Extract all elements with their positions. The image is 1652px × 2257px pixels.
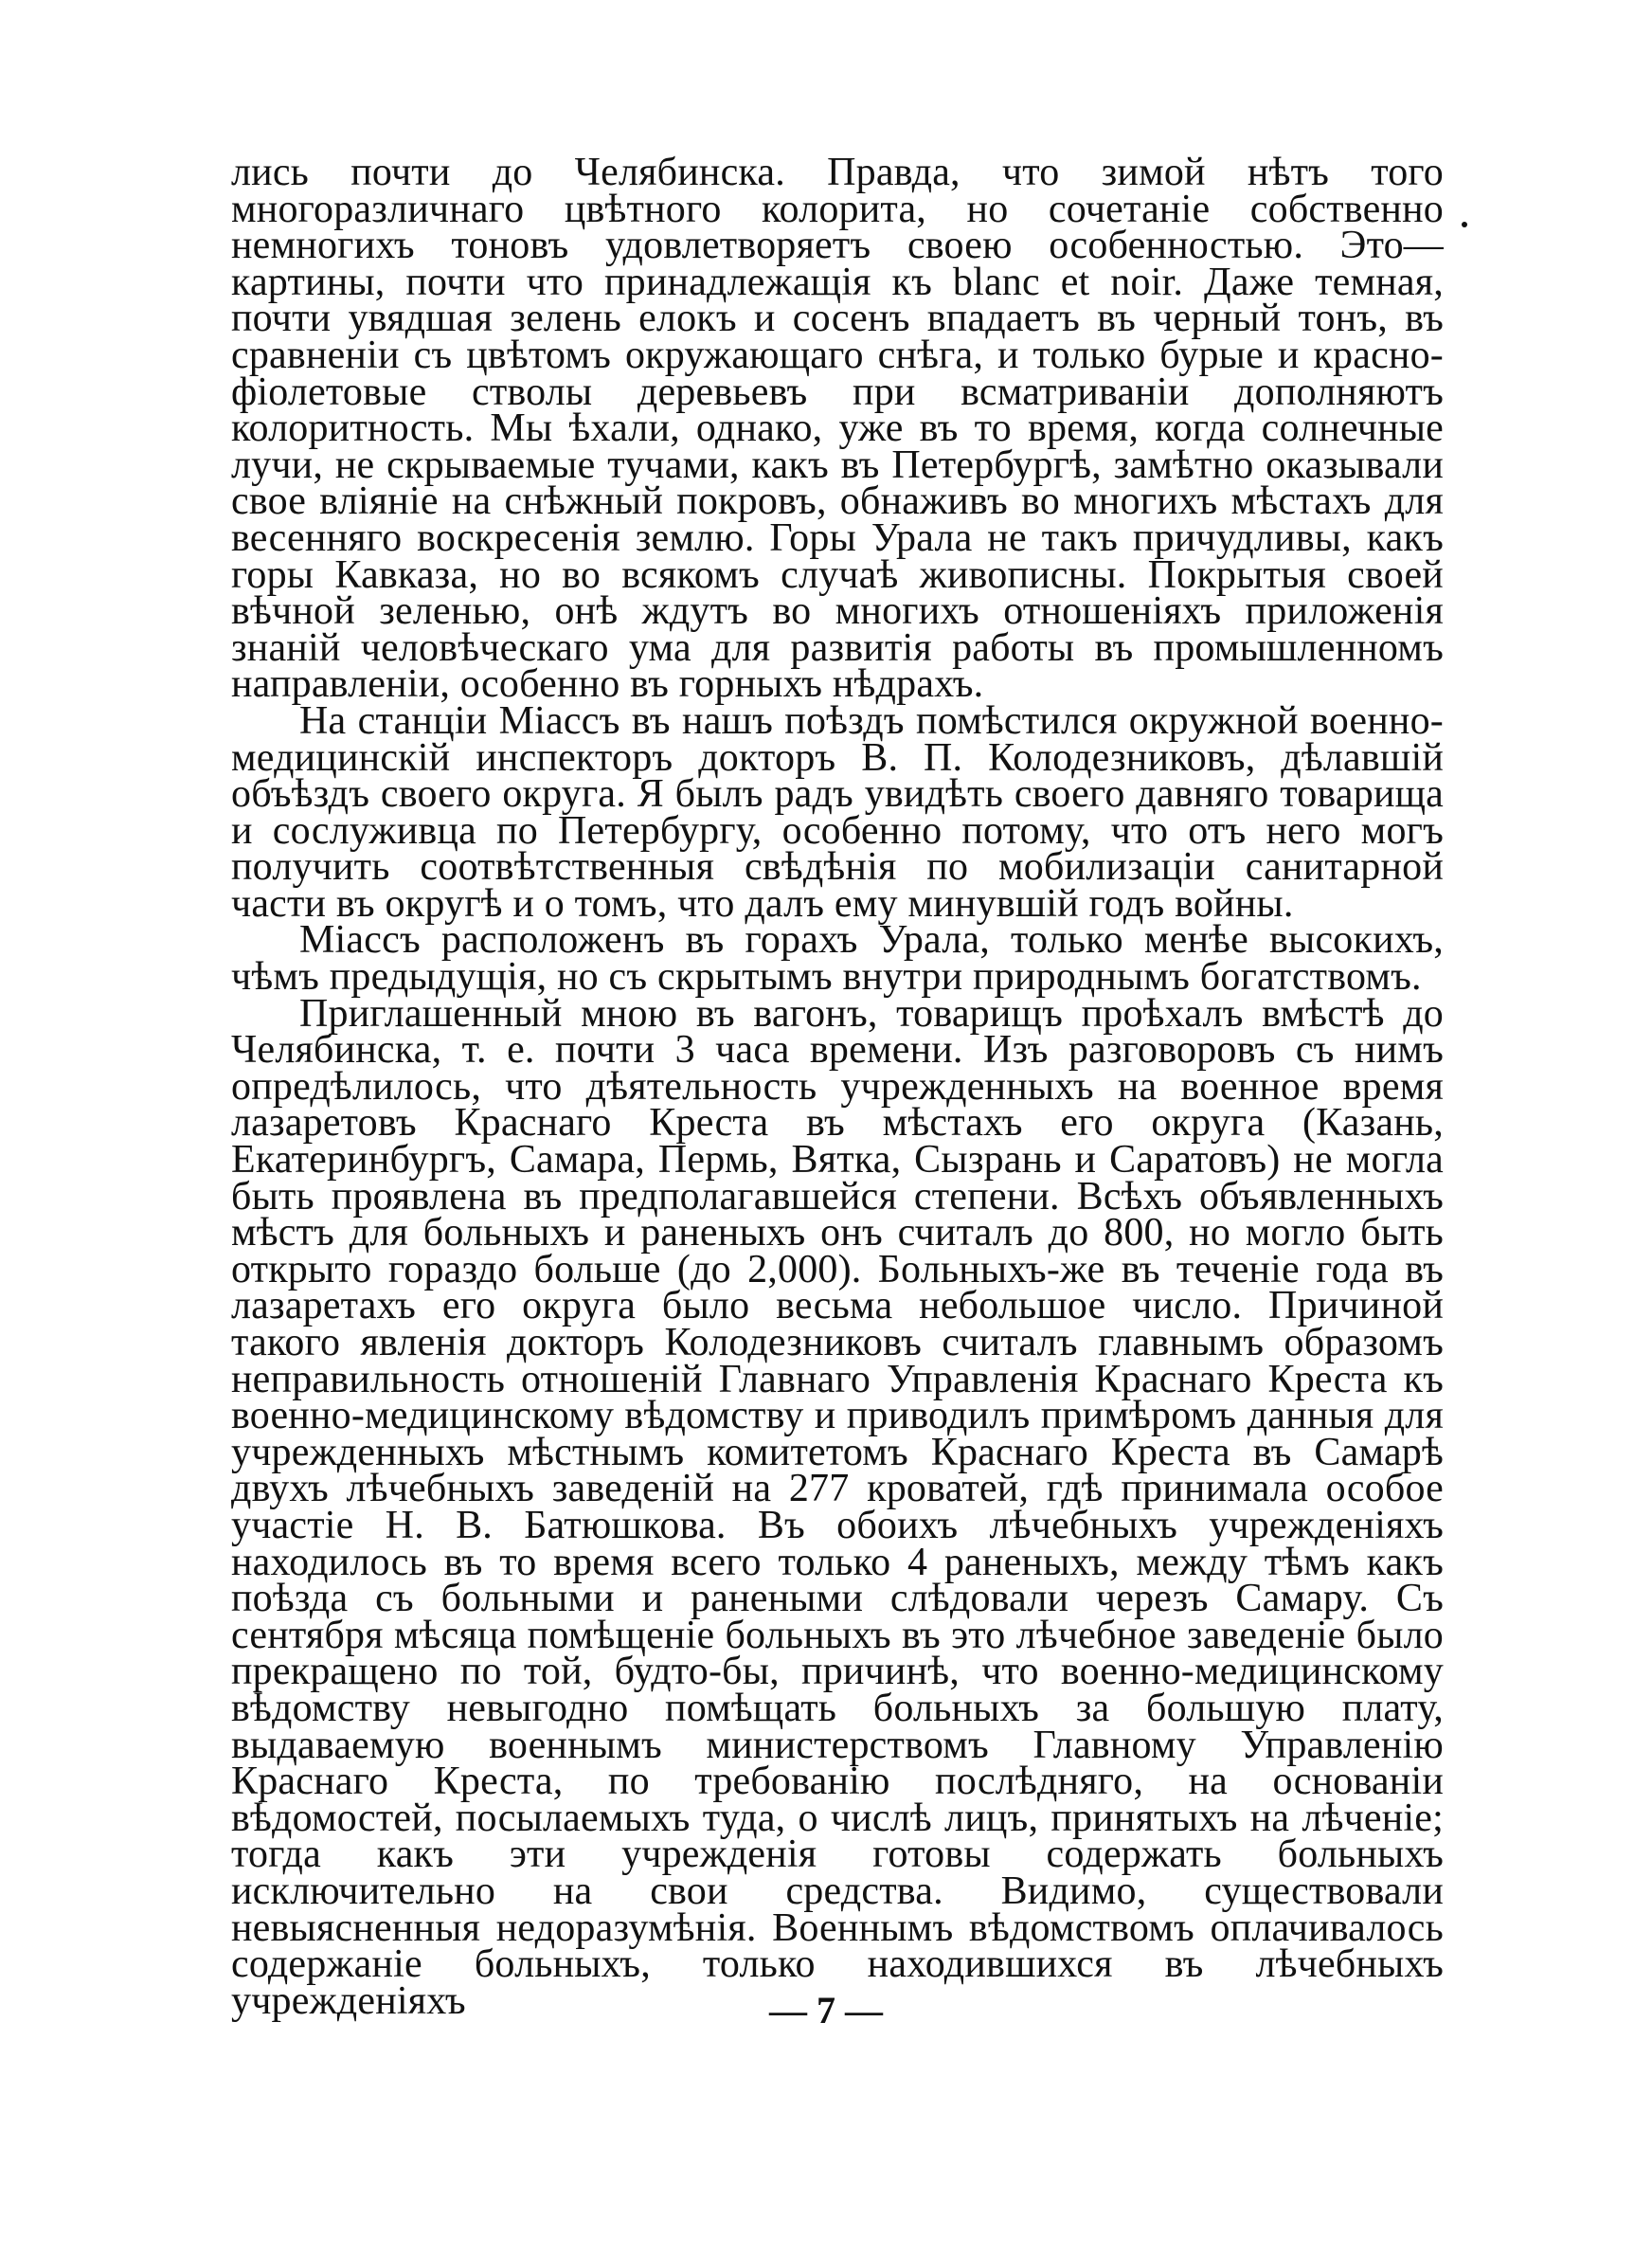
margin-mark — [1462, 222, 1467, 227]
page-number: — 7 — — [769, 1989, 883, 2031]
paragraph-4: Приглашенный мною въ вагонъ, товарищъ проѣхалъ вмѣстѣ до Челябинска, т. е. почти 3 часа времени. Изъ разговоровъ съ нимъ опредѣлилось, что дѣятельность учрежденныхъ на военное время лазаретовъ Краснаго Креста въ мѣстахъ его округа (Казань, Екатеринбургъ, Самара, Пермь, Вятка, Сызрань и Саратовъ) не могла быть проявлена въ предполагавшейся степени. Всѣхъ объявленныхъ мѣстъ для больныхъ и раненыхъ онъ считалъ до 800, но могло быть открыто гораздо больше (до 2,000). Больныхъ-же въ теченіе года въ лазаретахъ его округа было весьма небольшое число. Причиной такого явленія докторъ Колодезниковъ считалъ главнымъ образомъ неправильность отношеній Главнаго Управленія Краснаго Креста къ военно-медицинскому вѣдомству и приводилъ примѣромъ данныя для учрежденныхъ мѣстнымъ комитетомъ Краснаго Креста въ Самарѣ двухъ лѣчебныхъ заведеній на 277 кроватей, гдѣ принимала особое участіе Н. В. Батюшкова. Въ обоихъ лѣчебныхъ учрежденіяхъ находилось въ то время всего только 4 раненыхъ, между тѣмъ какъ поѣзда съ больными и ранеными слѣдовали черезъ Самару. Съ сентября мѣсяца помѣщеніе больныхъ въ это лѣчебное заведеніе было прекращено по той, будто-бы, причинѣ, что военно-медицинскому вѣдомству невыгодно помѣщать больныхъ за большую плату, выдаваемую военнымъ министерствомъ Главному Управленію Краснаго Креста, по требованію послѣдняго, на основаніи вѣдомостей, посылаемыхъ туда, о числѣ лицъ, принятыхъ на лѣченіе; тогда какъ эти учрежденія готовы содержать больныхъ исключительно на свои средства. Видимо, существовали невыясненныя недоразумѣнія. Военнымъ вѣдомствомъ оплачивалось содержаніе больныхъ, только находившихся въ лѣчебныхъ учрежденіяхъ — [231, 991, 1444, 2023]
paragraph-1: лись почти до Челябинска. Правда, что зимой нѣтъ того многоразличнаго цвѣтного колорита, но сочетаніе собственно немногихъ тоновъ удовлетворяетъ своею особенностью. Это—картины, почти что принадлежащія къ blanc et noir. Даже темная, почти увядшая зелень елокъ и сосенъ впадаетъ въ черный тонъ, въ сравненіи съ цвѣтомъ окружающаго снѣга, и только бурые и красно-фіолетовые стволы деревьевъ при всматриваніи дополняютъ колоритность. Мы ѣхали, однако, уже въ то время, когда солнечные лучи, не скрываемые тучами, какъ въ Петербургѣ, замѣтно оказывали свое вліяніе на снѣжный покровъ, обнаживъ во многихъ мѣстахъ для весенняго воскресенія землю. Горы Урала не такъ причудливы, какъ горы Кавказа, но во всякомъ случаѣ живописны. Покрытыя своей вѣчной зеленью, онѣ ждутъ во многихъ отношеніяхъ приложенія знаній человѣческаго ума для развитія работы въ промышленномъ направленіи, особенно въ горныхъ нѣдрахъ. — [231, 151, 1444, 707]
paragraph-2: На станціи Міассъ въ нашъ поѣздъ помѣстился окружной военно-медицинскій инспекторъ докторъ В. П. Колодезниковъ, дѣлавшій объѣздъ своего округа. Я былъ радъ увидѣть своего давняго товарища и сослуживца по Петербургу, особенно потому, что отъ него могъ получить соотвѣтственныя свѣдѣнія по мобилизаціи санитарной части въ округѣ и о томъ, что далъ ему минувшій годъ войны. — [231, 698, 1444, 926]
body-text — [231, 151, 1444, 2023]
paragraph-3: Міассъ расположенъ въ горахъ Урала, только менѣе высокихъ, чѣмъ предыдущія, но съ скрытымъ внутри природнымъ богатствомъ. — [231, 918, 1444, 1000]
